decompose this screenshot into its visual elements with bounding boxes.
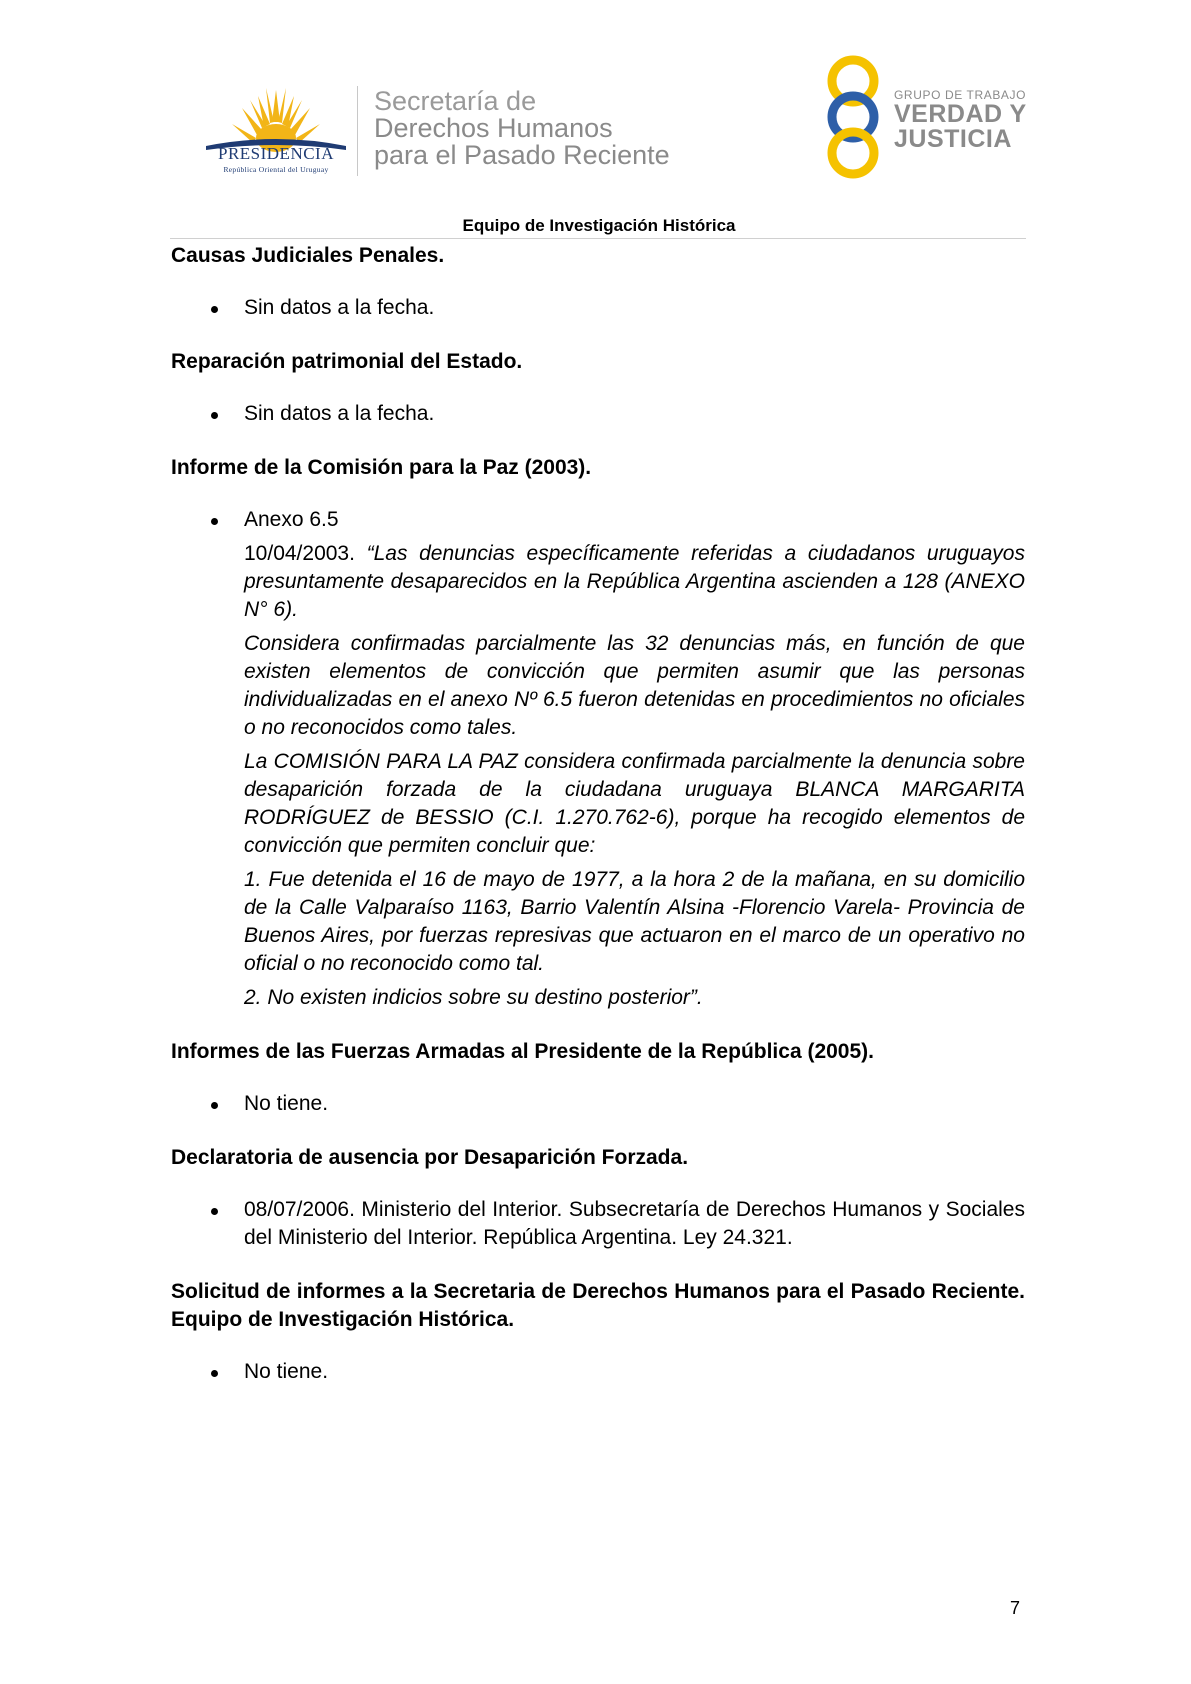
list-item: [171, 294, 1025, 322]
list-item: [171, 1358, 1025, 1386]
secretaria-line-3: para el Pasado Reciente: [374, 140, 670, 170]
bullet-list: [171, 1090, 1025, 1118]
quote-paragraph-5: 2. No existen indicios sobre su destino posterior”.: [244, 986, 703, 1009]
list-item: [171, 1090, 1025, 1118]
bullet-list: [171, 506, 1025, 1012]
grupo-line-2: VERDAD Y: [894, 100, 1027, 128]
section-heading: Informe de la Comisión para la Paz (2003).: [171, 456, 592, 479]
quote-text: “Las denuncias específicamente referidas a ciudadanos uruguayos presuntamente desaparecidos en la República Argentina ascienden a 128 (ANEXO N° 6).: [244, 542, 1025, 621]
list-item-text: Sin datos a la fecha.: [244, 402, 435, 425]
section-heading: Causas Judiciales Penales.: [171, 244, 445, 267]
quote-paragraph-1: [244, 540, 1025, 624]
list-item-text: No tiene.: [244, 1092, 329, 1115]
quote-date: 10/04/2003.: [244, 542, 355, 565]
header-divider: [357, 86, 358, 176]
verdad-justicia-title: [894, 88, 1027, 152]
list-item-text: 08/07/2006. Ministerio del Interior. Subsecretaría de Derechos Humanos y Sociales del Ministerio del Interior. República Argentina. Ley 24.321.: [244, 1198, 1025, 1249]
bullet-icon: [211, 1208, 218, 1215]
list-item-text: No tiene.: [244, 1360, 329, 1383]
secretaria-title: [374, 88, 670, 169]
bullet-list: [171, 400, 1025, 428]
section-informe-comision: [171, 454, 1025, 1012]
section-declaratoria: [171, 1144, 1025, 1252]
bullet-icon: [211, 1102, 218, 1109]
secretaria-line-1: Secretaría de: [374, 86, 537, 116]
section-heading: Solicitud de informes a la Secretaria de Derechos Humanos para el Pasado Reciente. Equipo de Investigación Histórica.: [171, 1280, 1025, 1331]
presidencia-wordmark: PRESIDENCIA: [217, 144, 334, 163]
bullet-icon: [211, 518, 218, 525]
grupo-line-1: GRUPO DE TRABAJO: [894, 88, 1027, 102]
grupo-line-3: JUSTICIA: [894, 125, 1012, 153]
section-ffaa: [171, 1038, 1025, 1118]
quote-paragraph-2: Considera confirmadas parcialmente las 32 denuncias más, en función de que existen elementos de convicción que permiten asumir que las personas individualizadas en el anexo Nº 6.5 fueron detenidas en procedimientos no oficiales o no reconocidos como tales.: [244, 632, 1025, 739]
list-item-text: Sin datos a la fecha.: [244, 296, 435, 319]
header-rule: [170, 238, 1026, 239]
list-item-text: Anexo 6.5: [244, 508, 339, 531]
quote-paragraph-4: 1. Fue detenida el 16 de mayo de 1977, a la hora 2 de la mañana, en su domicilio de la Calle Valparaíso 1163, Barrio Valentín Alsina -Florencio Varela- Provincia de Buenos Aires, por fuerzas represivas que actuaron en el marco de un operativo no oficial o no reconocido como tal.: [244, 868, 1025, 975]
list-item: [171, 506, 1025, 1012]
bullet-list: [171, 1196, 1025, 1252]
page-number: 7: [1010, 1598, 1021, 1618]
section-heading: Declaratoria de ausencia por Desaparición Forzada.: [171, 1146, 689, 1169]
page-header: [0, 0, 1191, 230]
section-heading: Reparación patrimonial del Estado.: [171, 350, 523, 373]
presidencia-subtitle: República Oriental del Uruguay: [223, 165, 329, 174]
section-reparacion: [171, 348, 1025, 428]
verdad-justicia-rings-logo: [818, 55, 888, 180]
list-item: [171, 1196, 1025, 1252]
section-causas: [171, 242, 1025, 322]
bullet-icon: [211, 1370, 218, 1377]
bullet-list: [171, 1358, 1025, 1386]
section-solicitud: [171, 1278, 1025, 1386]
list-item: [171, 400, 1025, 428]
secretaria-line-2: Derechos Humanos: [374, 113, 613, 143]
document-body: [171, 242, 1025, 1412]
bullet-icon: [211, 412, 218, 419]
bullet-list: [171, 294, 1025, 322]
running-head: Equipo de Investigación Histórica: [462, 216, 736, 235]
section-heading: Informes de las Fuerzas Armadas al Presidente de la República (2005).: [171, 1040, 874, 1063]
quote-paragraph-3: La COMISIÓN PARA LA PAZ considera confirmada parcialmente la denuncia sobre desaparición forzada de la ciudadana uruguaya BLANCA MARGARITA RODRÍGUEZ de BESSIO (C.I. 1.270.762-6), porque ha recogido elementos de convicción que permiten concluir que:: [244, 750, 1025, 857]
bullet-icon: [211, 306, 218, 313]
